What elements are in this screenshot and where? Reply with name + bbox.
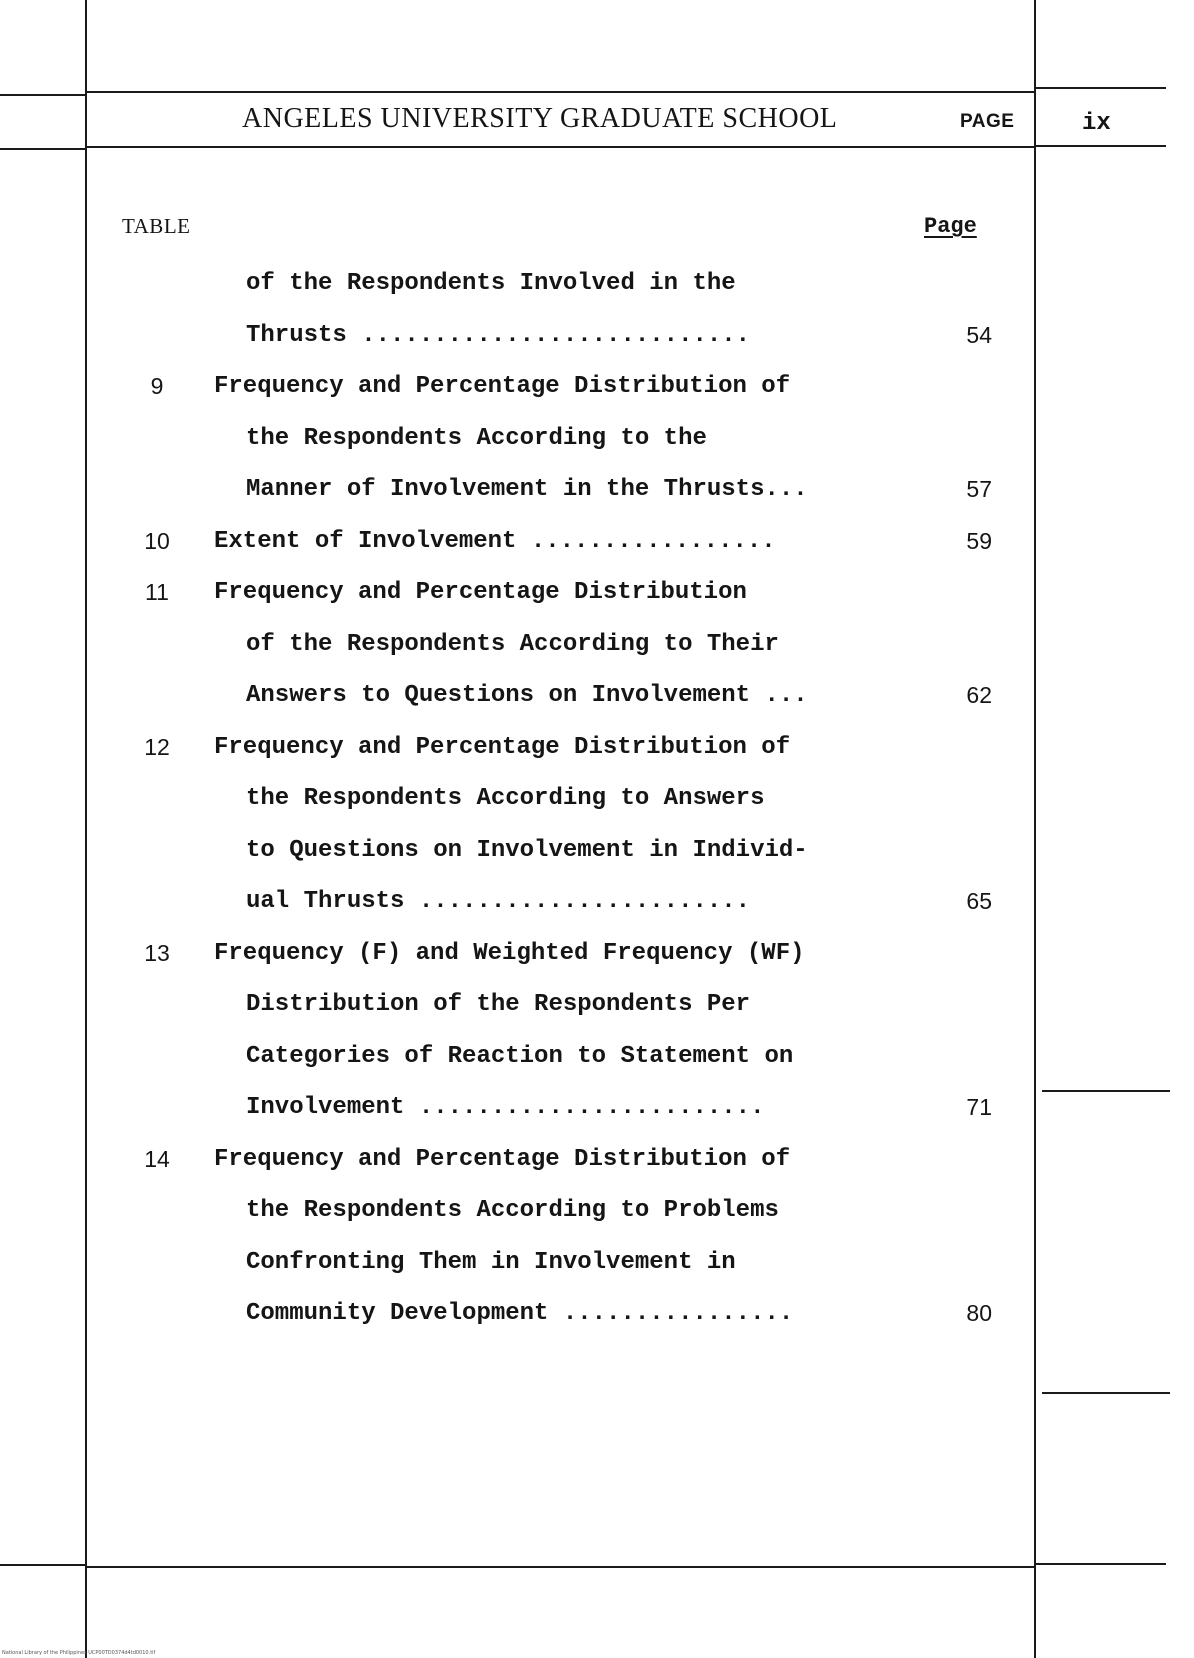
toc-line [0,979,1194,1031]
entry-page-number: 62 [966,682,992,708]
header-top-rule [87,91,1034,93]
toc-line [0,1288,1194,1340]
entry-text-line: Distribution of the Respondents Per [246,991,751,1018]
entry-table-number: 11 [145,579,169,605]
header-bottom-rule-left [0,148,85,150]
table-column-heading: TABLE [122,214,191,238]
entry-table-number: 14 [144,1145,170,1172]
header-page-number: ix [1082,110,1111,137]
entry-text-line: Involvement ........................ [246,1094,765,1121]
entry-text-line: Frequency and Percentage Distribution [214,579,747,606]
list-of-tables [0,258,1194,1340]
entry-page-number: 71 [966,1094,992,1120]
entry-text-line: Thrusts ........................... [246,321,751,349]
entry-page-number: 57 [966,476,992,502]
header-top-rule-left [0,94,85,96]
toc-line [0,361,1194,413]
right-margin-mark-lower [1042,1392,1170,1394]
entry-text-line: Answers to Questions on Involvement ... [246,682,808,709]
toc-line [0,825,1194,877]
toc-line [0,928,1194,980]
toc-line [0,1031,1194,1083]
entry-text-line: Manner of Involvement in the Thrusts... [246,476,808,503]
toc-line [0,464,1194,516]
toc-line [0,258,1194,310]
entry-text-line: Community Development ................ [246,1300,794,1327]
entry-text-line: to Questions on Involvement in Individ- [246,836,808,864]
header-page-label: PAGE [960,111,1015,132]
toc-line [0,1237,1194,1289]
entry-page-number: 54 [966,321,992,348]
entry-text-line: Frequency (F) and Weighted Frequency (WF) [214,939,805,967]
entry-text-line: Extent of Involvement ................. [214,527,776,555]
entry-table-number: 13 [144,939,170,966]
footer-rule-left [0,1564,85,1566]
page-column-heading: Page [924,214,977,239]
entry-text-line: of the Respondents According to Their [246,630,779,658]
school-name-header: ANGELES UNIVERSITY GRADUATE SCHOOL [242,103,838,134]
toc-line [0,670,1194,722]
entry-text-line: Frequency and Percentage Distribution of [214,1145,791,1173]
toc-line [0,773,1194,825]
toc-line [0,516,1194,568]
entry-text-line: Categories of Reaction to Statement on [246,1042,794,1070]
entry-page-number: 59 [966,527,992,554]
toc-line [0,619,1194,671]
entry-text-line: Frequency and Percentage Distribution of [214,733,791,761]
toc-line [0,1082,1194,1134]
entry-page-number: 65 [966,888,992,914]
header-bottom-rule [87,146,1034,148]
toc-line [0,310,1194,362]
entry-text-line: of the Respondents Involved in the [246,270,736,297]
scan-footer-note: National Library of the Philippines UCP00TD0374d4td0010.tif [2,1650,156,1656]
toc-line [0,413,1194,465]
toc-line [0,1185,1194,1237]
header-top-rule-right [1036,87,1166,89]
entry-table-number: 10 [144,527,170,554]
toc-line [0,567,1194,619]
toc-line [0,1134,1194,1186]
entry-text-line: the Respondents According to Problems [246,1197,779,1224]
footer-rule-right [1036,1563,1166,1565]
entry-text-line: Confronting Them in Involvement in [246,1248,736,1276]
header-bottom-rule-right [1036,145,1166,147]
entry-page-number: 80 [966,1300,992,1326]
toc-line [0,876,1194,928]
footer-rule [87,1566,1034,1568]
entry-text-line: the Respondents According to Answers [246,785,765,812]
entry-text-line: the Respondents According to the [246,424,707,452]
entry-text-line: ual Thrusts ....................... [246,888,751,915]
entry-table-number: 12 [144,733,170,760]
entry-table-number: 9 [150,373,164,399]
entry-text-line: Frequency and Percentage Distribution of [214,373,791,400]
toc-line [0,722,1194,774]
